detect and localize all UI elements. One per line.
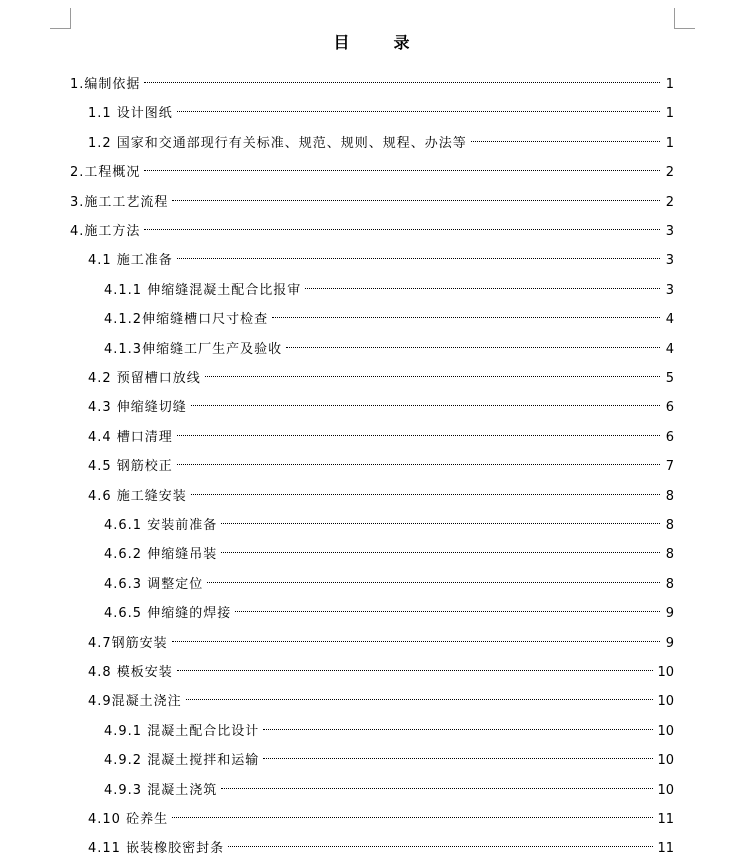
toc-entry-label: 3.施工工艺流程: [70, 194, 169, 210]
toc-dot-leader: [221, 788, 653, 789]
toc-entry-page-number: 7: [665, 459, 674, 475]
toc-entry-label: 4.9.2 混凝土搅拌和运输: [104, 753, 260, 769]
toc-entry-page-number: 9: [665, 606, 674, 622]
toc-dot-leader: [263, 758, 653, 759]
toc-entry[interactable]: [88, 809, 674, 831]
toc-entry[interactable]: [88, 368, 674, 390]
toc-entry-page-number: 1: [665, 106, 674, 122]
toc-entry-page-number: 2: [665, 194, 674, 210]
toc-entry-label: 4.1 施工准备: [88, 253, 173, 269]
toc-entry[interactable]: [104, 750, 674, 772]
toc-dot-leader: [228, 846, 653, 847]
toc-entry-label: 4.6.1 安装前准备: [104, 518, 218, 533]
toc-dot-leader: [144, 229, 660, 230]
toc-entry-page-number: 3: [665, 253, 674, 269]
toc-entry[interactable]: [104, 515, 674, 537]
toc-entry[interactable]: [104, 544, 674, 566]
toc-entry-page-number: 2: [665, 165, 674, 181]
toc-entry[interactable]: [88, 133, 674, 155]
toc-entry-label: 4.3 伸缩缝切缝: [88, 400, 187, 416]
toc-dot-leader: [172, 641, 660, 642]
toc-dot-leader: [172, 200, 660, 201]
toc-entry-page-number: 8: [665, 518, 674, 533]
toc-entry-label: 4.8 模板安装: [88, 665, 173, 680]
toc-entry[interactable]: [70, 162, 674, 184]
toc-entry-page-number: 3: [665, 224, 674, 239]
toc-entry-label: 4.11 嵌装橡胶密封条: [88, 841, 225, 857]
toc-entry[interactable]: [104, 603, 674, 625]
toc-entry-label: 4.6.3 调整定位: [104, 576, 204, 592]
toc-dot-leader: [235, 611, 660, 612]
toc-entry-label: 1.2 国家和交通部现行有关标准、规范、规则、规程、办法等: [88, 135, 467, 151]
toc-entry-label: 1.1 设计图纸: [88, 106, 173, 122]
toc-dot-leader: [177, 111, 660, 112]
page-corner-mark-top-right: [674, 8, 695, 29]
toc-dot-leader: [186, 699, 654, 700]
toc-dot-leader: [177, 670, 654, 671]
toc-entry-page-number: 6: [665, 429, 674, 445]
toc-dot-leader: [144, 82, 660, 83]
toc-entry-page-number: 1: [665, 77, 674, 92]
toc-entry-page-number: 11: [657, 812, 674, 827]
toc-entry-page-number: 4: [665, 341, 674, 357]
toc-entry[interactable]: [88, 691, 674, 713]
toc-entry[interactable]: [70, 221, 674, 243]
toc-entry-page-number: 6: [665, 400, 674, 416]
toc-entry-page-number: 10: [657, 753, 674, 769]
toc-entry[interactable]: [88, 103, 674, 125]
toc-entry-page-number: 1: [665, 135, 674, 151]
toc-entry-label: 1.编制依据: [70, 77, 141, 92]
toc-dot-leader: [205, 376, 660, 377]
toc-dot-leader: [471, 141, 660, 142]
toc-entry-label: 4.1.2伸缩缝槽口尺寸检查: [104, 312, 269, 328]
toc-entry-label: 4.10 砼养生: [88, 812, 169, 827]
toc-dot-leader: [286, 347, 660, 348]
toc-entry[interactable]: [88, 486, 674, 508]
toc-entry-page-number: 10: [657, 694, 674, 710]
toc-entry[interactable]: [88, 427, 674, 449]
toc-entry-label: 4.4 槽口清理: [88, 429, 173, 445]
toc-entry-page-number: 8: [665, 576, 674, 592]
toc-dot-leader: [272, 317, 660, 318]
toc-entry-page-number: 10: [657, 665, 674, 680]
page-corner-mark-top-left: [50, 8, 71, 29]
toc-entry-label: 4.施工方法: [70, 224, 141, 239]
toc-dot-leader: [191, 405, 660, 406]
toc-dot-leader: [172, 817, 653, 818]
toc-entry-label: 4.9混凝土浇注: [88, 694, 182, 710]
toc-entry[interactable]: [104, 780, 674, 802]
toc-entry-label: 4.9.1 混凝土配合比设计: [104, 723, 260, 739]
toc-entry-label: 4.6.5 伸缩缝的焊接: [104, 606, 232, 622]
toc-entry[interactable]: [104, 339, 674, 361]
toc-entry-page-number: 9: [665, 635, 674, 651]
toc-entry-label: 4.2 预留槽口放线: [88, 371, 201, 386]
toc-entry-label: 4.9.3 混凝土浇筑: [104, 782, 218, 798]
toc-entry[interactable]: [70, 74, 674, 96]
toc-dot-leader: [191, 494, 660, 495]
toc-dot-leader: [305, 288, 660, 289]
toc-entry-label: 2.工程概况: [70, 165, 141, 181]
toc-entry-label: 4.6 施工缝安装: [88, 488, 187, 504]
toc-entry[interactable]: [104, 309, 674, 331]
toc-entry-label: 4.7钢筋安装: [88, 635, 168, 651]
toc-entry-label: 4.5 钢筋校正: [88, 459, 173, 475]
toc-entry[interactable]: [88, 250, 674, 272]
toc-entry[interactable]: [88, 633, 674, 655]
toc-entry[interactable]: [88, 397, 674, 419]
toc-dot-leader: [177, 258, 660, 259]
toc-entry[interactable]: [104, 280, 674, 302]
toc-entry-page-number: 5: [665, 371, 674, 386]
toc-dot-leader: [221, 523, 660, 524]
toc-dot-leader: [177, 435, 660, 436]
toc-entry-label: 4.1.3伸缩缝工厂生产及验收: [104, 341, 283, 357]
toc-entry-page-number: 4: [665, 312, 674, 328]
toc-dot-leader: [263, 729, 653, 730]
toc-entry-page-number: 8: [665, 488, 674, 504]
toc-dot-leader: [177, 464, 660, 465]
toc-dot-leader: [207, 582, 660, 583]
toc-entry-page-number: 8: [665, 547, 674, 563]
toc-dot-leader: [144, 170, 660, 171]
toc-entry-label: 4.1.1 伸缩缝混凝土配合比报审: [104, 282, 302, 298]
toc-title: 目 录: [333, 33, 424, 52]
toc-entry[interactable]: [70, 192, 674, 214]
toc-dot-leader: [221, 552, 660, 553]
toc-entry-page-number: 11: [657, 841, 674, 857]
toc-entry-label: 4.6.2 伸缩缝吊装: [104, 547, 218, 563]
toc-entry-page-number: 10: [657, 782, 674, 798]
toc-entry-page-number: 3: [665, 282, 674, 298]
toc-entry[interactable]: [88, 456, 674, 478]
toc-entry[interactable]: [88, 662, 674, 684]
toc-entry[interactable]: [104, 721, 674, 743]
toc-entry[interactable]: [104, 574, 674, 596]
toc-entry-page-number: 10: [657, 723, 674, 739]
